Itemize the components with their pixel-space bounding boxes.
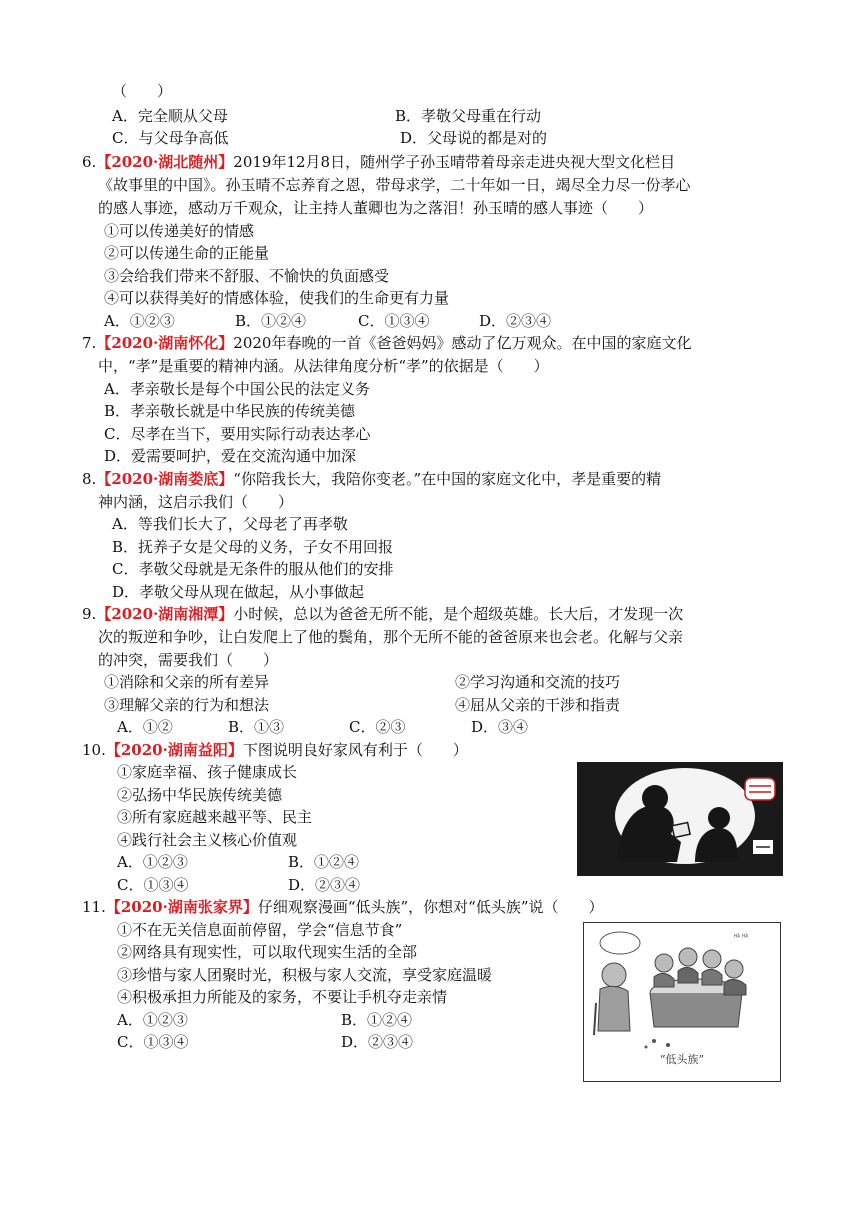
q6-option-a: A．①②③ (104, 312, 175, 330)
q6-source-tag: 【2020·湖北随州】 (96, 153, 234, 171)
q6-stem-line-2: 《故事里的中国》。孙玉晴不忘养育之恩，带母求学，二十年如一日，竭尽全力尽一份孝心 (98, 176, 691, 194)
q6-number: 6. (82, 153, 97, 171)
q7-first-line (82, 332, 691, 355)
q6-option-b: B．①②④ (235, 312, 307, 330)
q10-figure (577, 762, 783, 876)
q9-option-b: B．①③ (228, 718, 285, 736)
q6-stem-line-3: 的感人事迹，感动万千观众，让主持人董卿也为之落泪！孙玉晴的感人事迹（ ） (98, 199, 654, 217)
q8-option-c: C．孝敬父母就是无条件的服从他们的安排 (112, 560, 394, 578)
q10-option-b: B．①②④ (288, 853, 360, 871)
svg-text:ᴴᴬ ᴴᴬ: ᴴᴬ ᴴᴬ (734, 934, 749, 941)
q9-item-1: ①消除和父亲的所有差异 (104, 673, 270, 691)
q7-option-a: A．孝亲敬长是每个中国公民的法定义务 (104, 380, 370, 398)
q6-item-2: ②可以传递生命的正能量 (104, 244, 270, 262)
q11-first-line (82, 896, 604, 919)
q8-source-tag: 【2020·湖南娄底】 (96, 470, 234, 488)
q10-number: 10. (82, 741, 106, 759)
q10-item-3: ③所有家庭越来越平等、民主 (117, 808, 313, 826)
q9-option-c: C．②③ (349, 718, 406, 736)
q10-option-c: C．①③④ (117, 876, 189, 894)
q7-stem-line-1: 2020年春晚的一首《爸爸妈妈》感动了亿万观众。在中国的家庭文化 (233, 334, 692, 352)
q5-option-b: B．孝敬父母重在行动 (395, 107, 542, 125)
q10-option-d: D．②③④ (288, 876, 361, 894)
q8-stem-line-2: 神内涵，这启示我们（ ） (98, 493, 294, 511)
q11-stem-line-1: 仔细观察漫画“低头族”，你想对“低头族”说（ ） (257, 898, 604, 916)
q7-option-c: C．尽孝在当下，要用实际行动表达孝心 (104, 425, 371, 443)
q8-stem-line-1: “你陪我长大，我陪你变老。”在中国的家庭文化中，孝是重要的精 (233, 470, 662, 488)
q6-first-line (82, 151, 675, 174)
q6-stem-line-1: 2019年12月8日，随州学子孙玉晴带着母亲走进央视大型文化栏目 (233, 153, 676, 171)
q6-item-3: ③会给我们带来不舒服、不愉快的负面感受 (104, 267, 390, 285)
q11-option-a: A．①②③ (117, 1011, 188, 1029)
q8-number: 8. (82, 470, 97, 488)
q8-first-line (82, 468, 661, 491)
q7-stem-line-2: 中，“孝”是重要的精神内涵。从法律角度分析“孝”的依据是（ ） (98, 357, 549, 375)
q9-first-line (82, 603, 683, 626)
q6-option-d: D．②③④ (479, 312, 552, 330)
q10-item-2: ②弘扬中华民族传统美德 (117, 786, 283, 804)
q9-source-tag: 【2020·湖南湘潭】 (96, 605, 234, 623)
q9-item-2: ②学习沟通和交流的技巧 (455, 673, 621, 691)
q11-figure-caption: “低头族” (659, 1052, 705, 1066)
q5-option-c: C．与父母争高低 (112, 129, 229, 147)
q10-item-4: ④践行社会主义核心价值观 (117, 831, 298, 849)
q6-option-c: C．①③④ (358, 312, 430, 330)
q11-item-2: ②网络具有现实性，可以取代现实生活的全部 (117, 943, 418, 961)
q9-option-d: D．③④ (471, 718, 529, 736)
family-phone-cartoon-icon (584, 923, 780, 1053)
q11-source-tag: 【2020·湖南张家界】 (105, 898, 258, 916)
q9-number: 9. (82, 605, 97, 623)
q8-option-a: A．等我们长大了，父母老了再孝敬 (112, 515, 348, 533)
silhouette-cartoon-icon (577, 762, 783, 876)
q10-stem-line-1: 下图说明良好家风有利于（ ） (242, 741, 468, 759)
q11-item-3: ③珍惜与家人团聚时光，积极与家人交流，享受家庭温暖 (117, 966, 493, 984)
q11-option-d: D．②③④ (341, 1033, 414, 1051)
q7-option-b: B．孝亲敬长就是中华民族的传统美德 (104, 402, 356, 420)
q11-figure (583, 922, 781, 1082)
q11-item-1: ①不在无关信息面前停留，学会“信息节食” (117, 921, 403, 939)
q9-stem-line-1: 小时候，总以为爸爸无所不能，是个超级英雄。长大后，才发现一次 (233, 605, 684, 623)
q9-item-4: ④屈从父亲的干涉和指责 (455, 696, 621, 714)
q5-option-d: D．父母说的都是对的 (400, 129, 548, 147)
q8-option-b: B．抚养子女是父母的义务，子女不用回报 (112, 538, 394, 556)
q9-item-3: ③理解父亲的行为和想法 (104, 696, 270, 714)
q8-option-d: D．孝敬父母从现在做起，从小事做起 (112, 583, 365, 601)
q11-item-4: ④积极承担力所能及的家务，不要让手机夺走亲情 (117, 988, 448, 1006)
q11-option-c: C．①③④ (117, 1033, 189, 1051)
q5-stem-tail: （ ） (112, 82, 173, 100)
q6-item-1: ①可以传递美好的情感 (104, 222, 255, 240)
q10-option-a: A．①②③ (117, 853, 188, 871)
q9-option-a: A．①② (117, 718, 173, 736)
q9-stem-line-2: 次的叛逆和争吵，让白发爬上了他的鬓角，那个无所不能的爸爸原来也会老。化解与父亲 (98, 628, 684, 646)
q7-source-tag: 【2020·湖南怀化】 (96, 334, 234, 352)
q10-item-1: ①家庭幸福、孩子健康成长 (117, 763, 298, 781)
q7-number: 7. (82, 334, 97, 352)
q7-option-d: D．爱需要呵护，爱在交流沟通中加深 (104, 447, 357, 465)
q10-source-tag: 【2020·湖南益阳】 (105, 741, 243, 759)
q10-first-line (82, 739, 468, 762)
q11-number: 11. (82, 898, 106, 916)
q11-option-b: B．①②④ (341, 1011, 413, 1029)
q9-stem-line-3: 的冲突，需要我们（ ） (98, 651, 279, 669)
q5-option-a: A．完全顺从父母 (112, 107, 228, 125)
q6-item-4: ④可以获得美好的情感体验，使我们的生命更有力量 (104, 289, 450, 307)
